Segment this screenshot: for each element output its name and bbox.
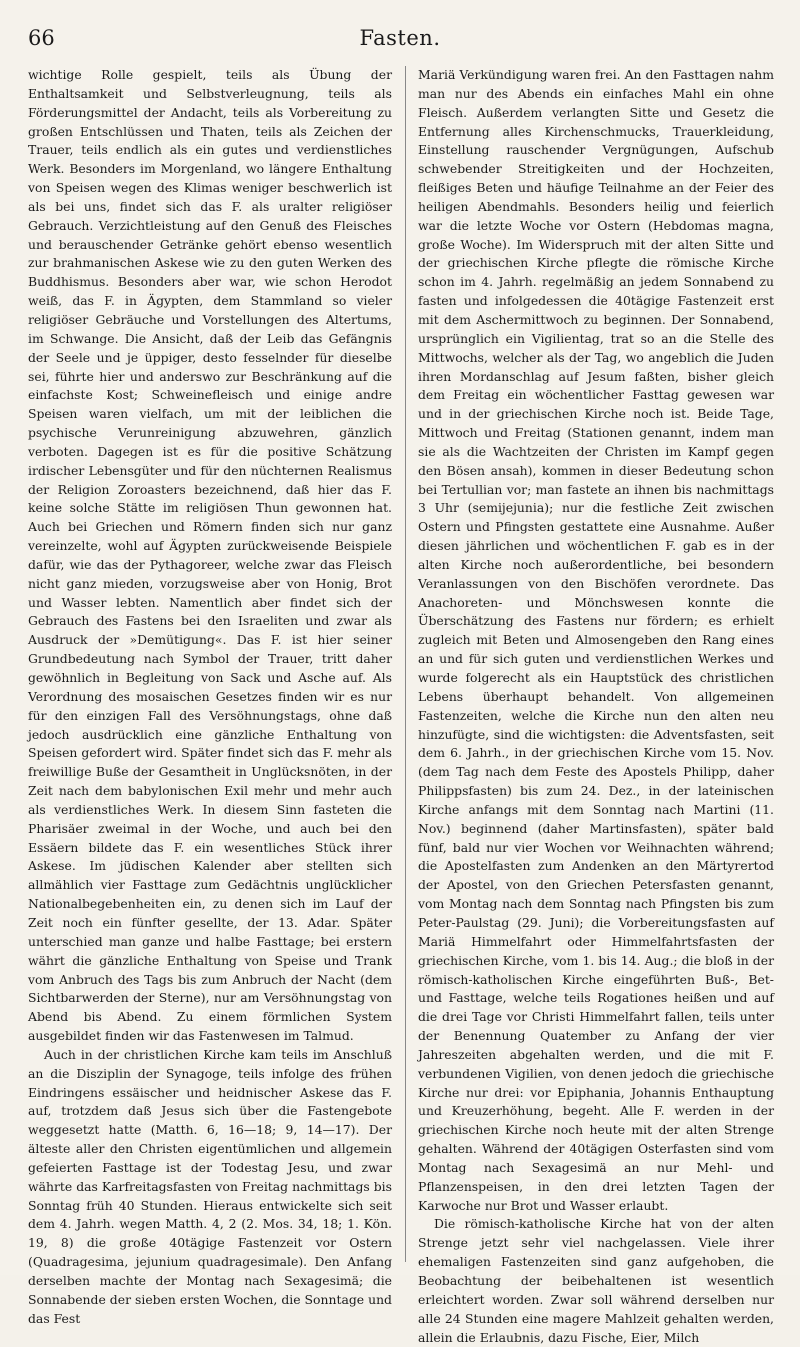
paragraph: wichtige Rolle gespielt, teils als Übung der Enthaltsamkeit und Selbstverleugnung, teils als Förderungsmittel der Andacht, teils als Vorbereitung zu großen Entschlüssen und Thaten, teils als Zeichen der Trauer, teils endlich als ein gutes und verdienstliches Werk. Besonders im Morgenland, wo längere Enthaltung von Speisen wegen des Klimas weniger beschwerlich ist als bei uns, findet sich das F. als uralter religiöser Gebrauch. Verzichtleistung auf den Genuß des Fleisches und berauschender Getränke gehört ebenso wesentlich zur brahmanischen Askese wie zu den guten Werken des Buddhismus. Besonders aber war, wie schon Herodot weiß, das F. in Ägypten, dem Stammland so vieler religiöser Gebräuche und Vorstellungen des Altertums, im Schwange. Die Ansicht, daß der Leib das Gefängnis der Seele und je üppiger, desto fesselnder für dieselbe sei, führte hier und anderswo zur Beschränkung auf die einfachste Kost; Schweinefleisch und einige andre Speisen waren vielfach, um mit der leiblichen die psychische Verunreinigung abzuwehren, gänzlich verboten. Dagegen ist es für die positive Schätzung irdischer Lebensgüter und für den nüchternen Realismus der Religion Zoroasters bezeichnend, daß hier das F. keine solche Stätte im religiösen Thun gewonnen hat. Auch bei Griechen und Römern finden sich nur ganz vereinzelte, wohl auf Ägypten zurückweisende Beispiele dafür, wie das der Pythagoreer, welche zwar das Fleisch nicht ganz mieden, vorzugsweise aber von Honig, Brot und Wasser lebten. Namentlich aber findet sich der Gebrauch des Fastens bei den Israeliten und zwar als Ausdruck der »Demütigung«. Das F. ist hier seiner Grundbedeutung nach Symbol der Trauer, tritt daher gewöhnlich in Begleitung von Sack und Asche auf. Als Verordnung des mosaischen Gesetzes finden wir es nur für den einzigen Fall des Versöhnungstags, ohne daß jedoch ausdrücklich eine gänzliche Enthaltung von Speisen gefordert wird. Später findet sich das F. mehr als freiwillige Buße der Gesamtheit in Unglücksnöten, in der Zeit nach dem babylonischen Exil mehr und mehr auch als verdienstliches Werk. In diesem Sinn fasteten die Pharisäer zweimal in der Woche, und auch bei den Essäern bildete das F. ein wesentliches Stück ihrer Askese. Im jüdischen Kalender aber stellten sich allmählich vier Fasttage zum Gedächtnis unglücklicher Nationalbegebenheiten ein, zu denen sich im Lauf der Zeit noch ein fünfter gesellte, der 13. Adar. Später unterschied man ganze und halbe Fasttage; bei erstern währt die gänzliche Enthaltung von Speise und Trank vom Anbruch des Tags bis zum Anbruch der Nacht (dem Sichtbarwerden der Sterne), nur am Versöhnungstag von Abend bis Abend. Zu einem förmlichen System ausgebildet finden wir das Fastenwesen im Talmud. (28, 67, 392, 1044)
column-divider (405, 66, 406, 1262)
paragraph: Die römisch-katholische Kirche hat von der alten Strenge jetzt sehr viel nachgelassen. Viele ihrer ehemaligen Fastenzeiten sind ganz aufgehoben, die Beobachtung der beibehaltenen ist wesentlich erleichtert worden. Zwar soll während derselben nur alle 24 Stunden eine magere Mahlzeit gehalten werden, allein die Erlaubnis, dazu Fische, Eier, Milch (418, 1216, 774, 1345)
right-column (418, 66, 774, 1345)
running-head: Fasten. (359, 26, 441, 50)
paragraph: Mariä Verkündigung waren frei. An den Fasttagen nahm man nur des Abends ein einfaches Mahl ein ohne Fleisch. Außerdem verlangten Sitte und Gesetz die Entfernung alles Kirchenschmucks, Trauerkleidung, Einstellung rauschender Vergnügungen, Aufschub schwebender Streitigkeiten und der Hochzeiten, fleißiges Beten und häufige Teilnahme an der Feier des heiligen Abendmahls. Besonders heilig und feierlich war die letzte Woche vor Ostern (Hebdomas magna, große Woche). Im Widerspruch mit der alten Sitte und der griechischen Kirche pflegte die römische Kirche schon im 4. Jahrh. regelmäßig an jedem Sonnabend zu fasten und infolgedessen die 40tägige Fastenzeit erst mit dem Aschermittwoch zu beginnen. Der Sonnabend, ursprünglich ein Vigilientag, trat so an die Stelle des Mittwochs, welcher als der Tag, wo angeblich die Juden ihren Mordanschlag auf Jesum faßten, bisher gleich dem Freitag ein wöchentlicher Fasttag gewesen war und in der griechischen Kirche noch ist. Beide Tage, Mittwoch und Freitag (Stationen genannt, indem man sie als die Wachtzeiten der Christen im Kampf gegen den Bösen ansah), kommen in dieser Bedeutung schon bei Tertullian vor; man fastete an ihnen bis nachmittags 3 Uhr (semijejunia); nur die festliche Zeit zwischen Ostern und Pfingsten gestattete eine Ausnahme. Außer diesen jährlichen und wöchentlichen F. gab es in der alten Kirche noch außerordentliche, bei besondern Veranlassungen von den Bischöfen verordnete. Das Anachoreten- und Mönchswesen konnte die Überschätzung des Fastens nur fördern; es erhielt zugleich mit Beten und Almosengeben den Rang eines an und für sich guten und verdienstlichen Werkes und wurde folgerecht als ein Hauptstück des christlichen Lebens überhaupt behandelt. Von allgemeinen Fastenzeiten, welche die Kirche nun den alten neu hinzufügte, sind die wichtigsten: die Adventsfasten, seit dem 6. Jahrh., in der griechischen Kirche vom 15. Nov. (dem Tag nach dem Feste des Apostels Philipp, daher Philippsfasten) bis zum 24. Dez., in der lateinischen Kirche anfangs mit dem Sonntag nach Martini (11. Nov.) beginnend (daher Martinsfasten), später bald fünf, bald nur vier Wochen vor Weihnachten während; die Apostelfasten zum Andenken an den Märtyrertod der Apostel, von den Griechen Petersfasten genannt, vom Montag nach dem Sonntag nach Pfingsten bis zum Peter-Paulstag (29. Juni); die Vorbereitungsfasten auf Mariä Himmelfahrt oder Himmelfahrtsfasten der griechischen Kirche, vom 1. bis 14. Aug.; die bloß in der römisch-katholischen Kirche eingeführten Buß-, Bet- und Fasttage, welche teils Rogationes heißen und auf die drei Tage vor Christi Himmelfahrt fallen, teils unter der Benennung Quatember zu Anfang der vier Jahreszeiten abgehalten werden, und die mit F. verbundenen Vigilien, von denen jedoch die griechische Kirche nur drei: vor Epiphania, Johannis Enthauptung und Kreuzerhöhung, begeht. Alle F. werden in der griechischen Kirche noch heute mit der alten Strenge gehalten. Während der 40tägigen Osterfasten sind vom Montag nach Sexagesimä an nur Mehl- und Pflanzenspeisen, in den drei letzten Tagen der Karwoche nur Brot und Wasser erlaubt. (418, 67, 774, 1213)
page-header (28, 16, 772, 56)
page-number: 66 (28, 26, 55, 50)
left-column (28, 66, 392, 1326)
paragraph: Auch in der christlichen Kirche kam teils im Anschluß an die Disziplin der Synagoge, teils infolge des frühen Eindringens essäischer und heidnischer Askese das F. auf, trotzdem daß Jesus sich über die Fastengebote weggesetzt hatte (Matth. 6, 16—18; 9, 14—17). Der älteste aller den Christen eigentümlichen und allgemein gefeierten Fasttage ist der Todestag Jesu, und zwar währte das Karfreitagsfasten von Freitag nachmittags bis Sonntag früh 40 Stunden. Hieraus entwickelte sich seit dem 4. Jahrh. wegen Matth. 4, 2 (2. Mos. 34, 18; 1. Kön. 19, 8) die große 40tägige Fastenzeit vor Ostern (Quadragesima, jejunium quadragesimale). Den Anfang derselben machte der Montag nach Sexagesimä; die Sonnabende der sieben ersten Wochen, die Sonntage und das Fest (28, 1046, 392, 1326)
